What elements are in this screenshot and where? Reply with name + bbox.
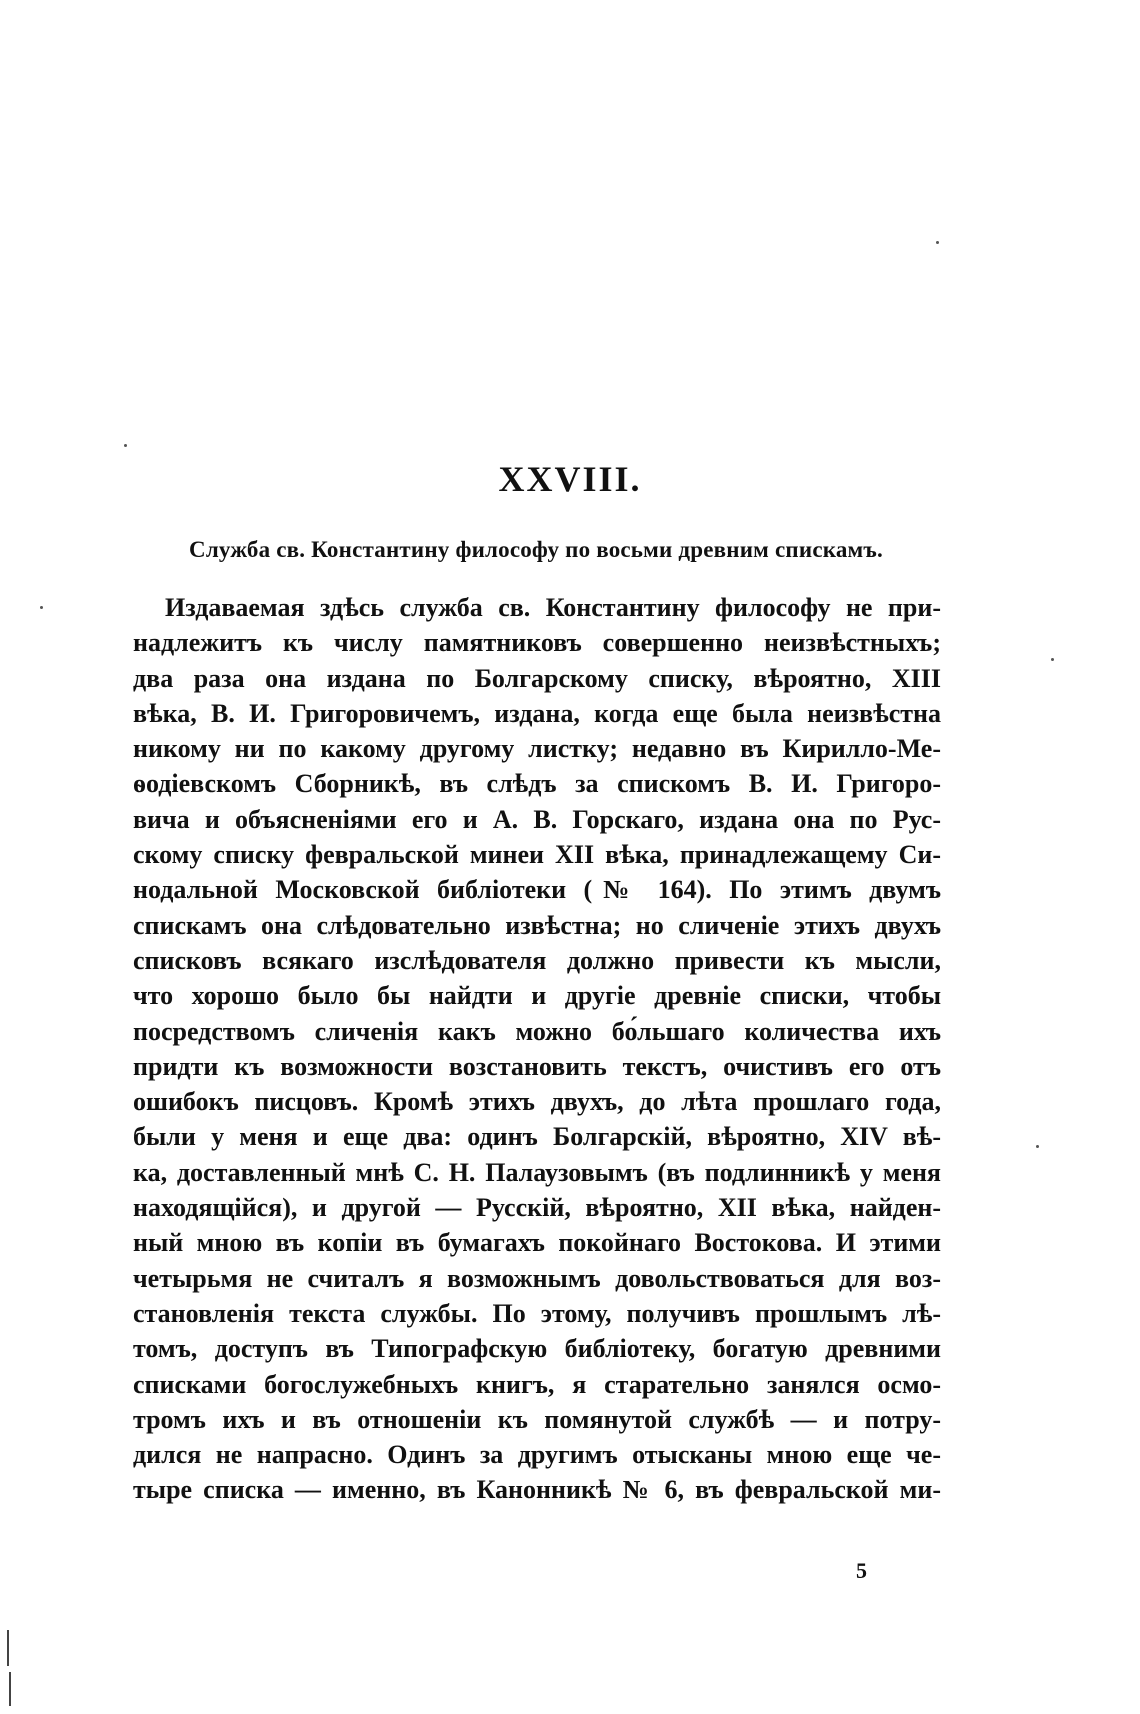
text-line: что хорошо было бы найдти и другіе древніе списки, чтобы [133,981,941,1011]
text-line: томъ, доступъ въ Типографскую библіотеку, богатую древними [133,1334,941,1364]
text-line: ный мною въ копіи въ бумагахъ покойнаго Востокова. И этими [133,1228,941,1258]
text-line: четырьмя не считалъ я возможнымъ довольствоваться для воз- [133,1263,941,1293]
text-line: вѣка, В. И. Григоровичемъ, издана, когда еще была неизвѣстна [133,698,941,728]
text-line: спискамъ она слѣдовательно извѣстна; но сличеніе этихъ двухъ [133,910,941,940]
text-line: становленія текста службы. По этому, получивъ прошлымъ лѣ- [133,1298,941,1328]
text-line: ошибокъ писцовъ. Кромѣ этихъ двухъ, до лѣта прошлаго года, [133,1087,941,1117]
text-line: никому ни по какому другому листку; недавно въ Кирилло-Ме- [133,734,941,764]
text-line: придти къ возможности возстановить текстъ, очистивъ его отъ [133,1051,941,1081]
text-line: нодальной Московской библіотеки (№ 164). По этимъ двумъ [133,875,941,905]
text-line: тыре списка — именно, въ Канонникѣ № 6, въ февральской ми- [133,1475,941,1505]
print-speck [936,241,939,244]
text-line: ка, доставленный мнѣ С. Н. Палаузовымъ (въ подлинникѣ у меня [133,1157,941,1187]
binding-mark [7,1630,9,1666]
text-line: скому списку февральской минеи XII вѣка, принадлежащему Си- [133,840,941,870]
text-line: Издаваемая здѣсь служба св. Константину философу не при- [165,593,941,622]
chapter-title: Служба св. Константину философу по восьми древним спискамъ. [189,537,883,562]
text-line: были у меня и еще два: одинъ Болгарскій, вѣроятно, XIV вѣ- [133,1122,941,1152]
print-speck [1036,1145,1039,1148]
text-line: два раза она издана по Болгарскому списку, вѣроятно, XIII [133,663,941,693]
print-speck [40,606,43,609]
text-line: вича и объясненіями его и А. В. Горскаго, издана она по Рус- [133,804,941,834]
text-line: тромъ ихъ и въ отношеніи къ помянутой службѣ — и потру- [133,1404,941,1434]
body-text [133,590,941,1508]
binding-mark [9,1672,11,1706]
text-line: списковъ всякаго изслѣдователя должно привести къ мысли, [133,945,941,975]
text-line: ѳодіевскомъ Сборникѣ, въ слѣдъ за спискомъ В. И. Григоро- [133,769,941,799]
text-line: находящійся), и другой — Русскій, вѣроятно, XII вѣка, найден- [133,1193,941,1223]
text-line: списками богослужебныхъ книгъ, я старательно занялся осмо- [133,1369,941,1399]
page-signature: 5 [856,1558,867,1583]
text-line: посредствомъ сличенія какъ можно бо́льшаго количества ихъ [133,1016,941,1046]
text-line: надлежитъ къ числу памятниковъ совершенно неизвѣстныхъ; [133,628,941,658]
chapter-number: XXVIII. [498,459,642,499]
text-line: дился не напрасно. Одинъ за другимъ отысканы мною еще че- [133,1440,941,1470]
print-speck [1051,658,1054,661]
print-speck [124,444,127,447]
